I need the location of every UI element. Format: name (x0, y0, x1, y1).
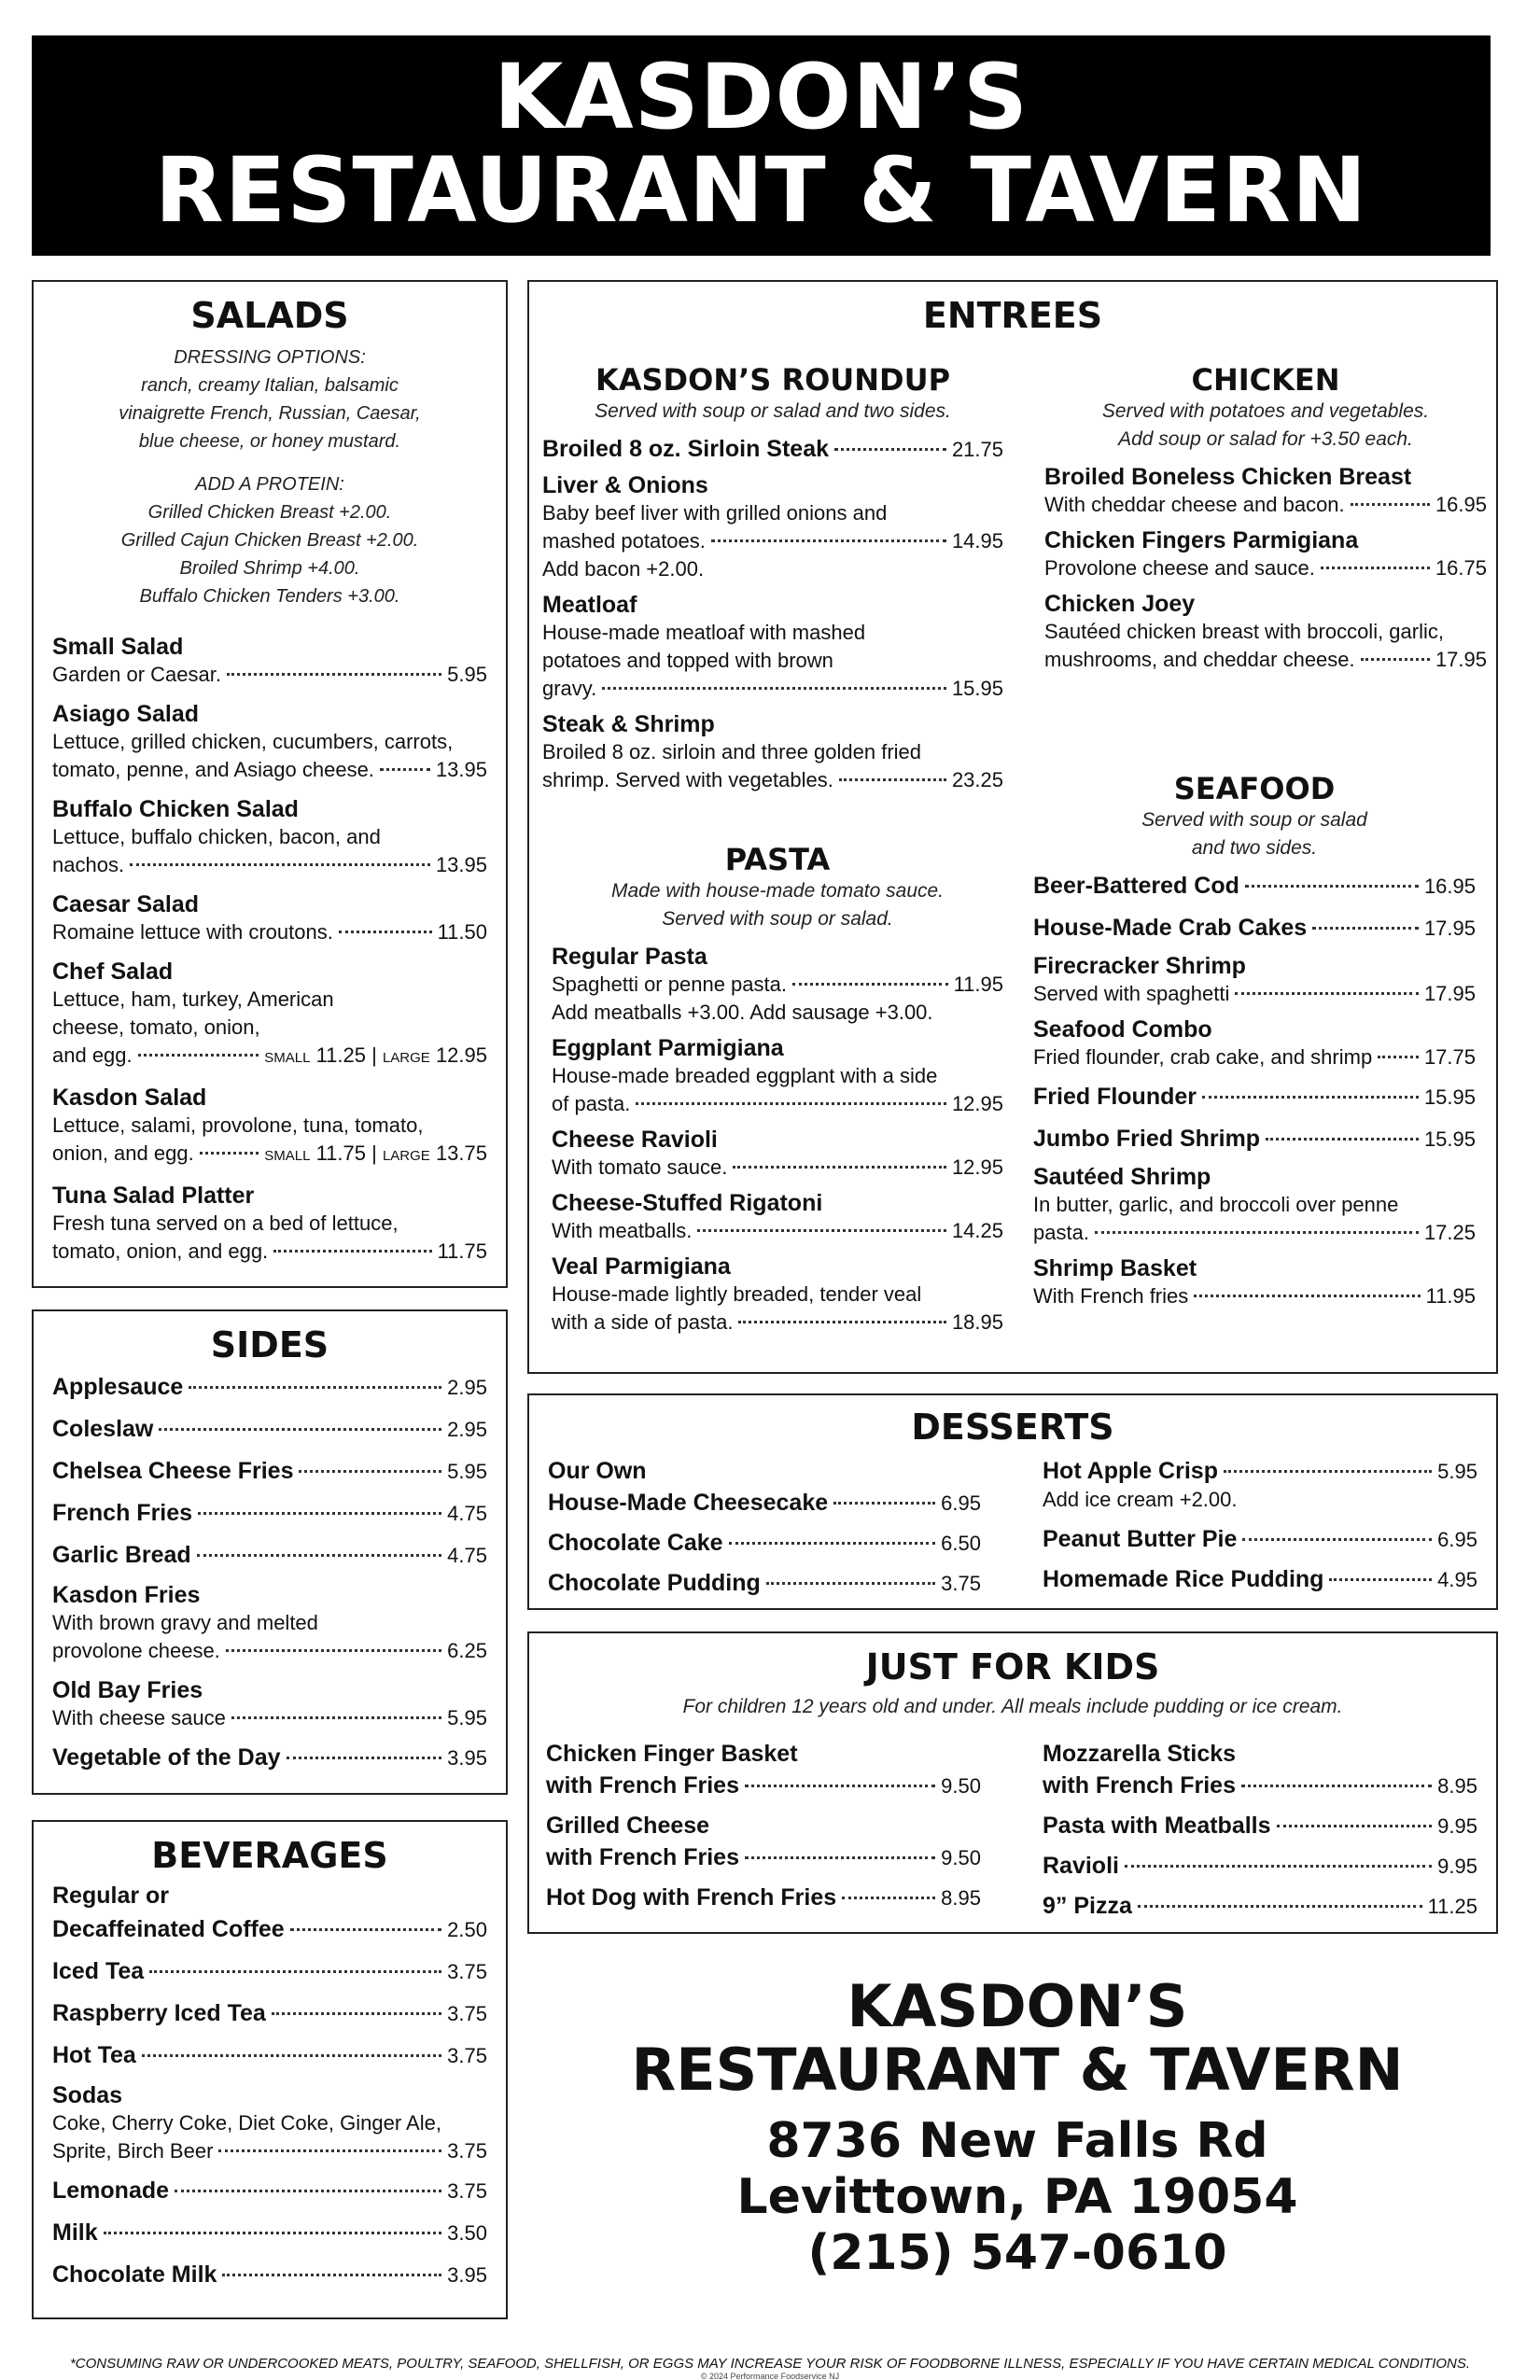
pasta-column (552, 842, 1003, 1337)
item-price: 4.75 (447, 1544, 487, 1567)
size-label: LARGE (382, 1148, 430, 1164)
item-price: 17.95 (1423, 917, 1476, 940)
copyright-notice: © 2024 Performance Foodservice NJ (700, 2372, 840, 2380)
item-name: Small Salad (52, 634, 184, 660)
item-price-small: 11.25 (315, 1043, 366, 1067)
menu-item (52, 795, 487, 879)
menu-item (1044, 463, 1487, 519)
dressing-label: DRESSING OPTIONS: (174, 347, 366, 368)
item-desc: Lettuce, ham, turkey, American (52, 987, 334, 1011)
item-desc: Coke, Cherry Coke, Diet Coke, Ginger Ale, (52, 2111, 441, 2135)
menu-item (1044, 526, 1487, 582)
menu-item (1033, 1163, 1476, 1247)
item-name: Steak & Shrimp (542, 711, 715, 737)
beverages-section (32, 1820, 508, 2319)
item-price: 14.95 (951, 529, 1003, 553)
item-price: 3.75 (447, 2179, 487, 2203)
item-price: 21.75 (951, 438, 1003, 461)
item-price: 2.95 (447, 1376, 487, 1399)
menu-item (542, 710, 1003, 794)
menu-item (52, 958, 487, 1072)
menu-item (52, 2081, 487, 2165)
item-desc: Fresh tuna served on a bed of lettuce, (52, 1211, 399, 1235)
menu-item (546, 1740, 981, 1800)
salads-section (32, 280, 508, 1288)
seafood-title: SEAFOOD (1173, 771, 1336, 806)
size-label: SMALL (264, 1148, 311, 1164)
banner-line-1: KASDON’S (493, 45, 1029, 149)
food-safety-disclaimer: *CONSUMING RAW OR UNDERCOOKED MEATS, POULTRY, SEAFOOD, SHELLFISH, OR EGGS MAY INCREASE YOUR RISK OF FOODBORNE ILLNESS, ESPECIALLY IF YOU HAVE CERTAIN MEDICAL CONDITIONS. (69, 2356, 1471, 2372)
item-name: Liver & Onions (542, 472, 708, 498)
menu-item (52, 2219, 487, 2247)
protein-line: Buffalo Chicken Tenders +3.00. (139, 586, 400, 607)
menu-item (1033, 952, 1476, 1008)
entrees-title: ENTREES (922, 295, 1103, 336)
menu-item (552, 1189, 1003, 1245)
menu-item (52, 2177, 487, 2205)
item-name: Vegetable of the Day (52, 1744, 281, 1771)
kids-right (1043, 1740, 1477, 1921)
menu-item (546, 1883, 981, 1912)
item-name: Chocolate Pudding (548, 1570, 761, 1596)
menu-item (1043, 1565, 1477, 1594)
item-name: Broiled 8 oz. Sirloin Steak (542, 436, 830, 462)
item-desc: With cheese sauce (52, 1706, 226, 1729)
item-desc: and egg. (52, 1043, 133, 1067)
item-price: 8.95 (1437, 1774, 1477, 1798)
item-name: Regular Pasta (552, 944, 707, 970)
pasta-note: Made with house-made tomato sauce. (610, 880, 945, 902)
menu-item (552, 1126, 1003, 1182)
item-name: Lemonade (52, 2177, 170, 2204)
size-separator: | (371, 1043, 377, 1067)
item-desc: Sautéed chicken breast with broccoli, garlic, (1044, 620, 1444, 643)
item-desc: of pasta. (552, 1092, 631, 1115)
menu-item (542, 591, 1003, 703)
size-label: SMALL (264, 1050, 311, 1066)
item-price: 3.95 (447, 1746, 487, 1770)
chicken-note: Add soup or salad for +3.50 each. (1118, 428, 1413, 450)
item-desc: Add ice cream +2.00. (1043, 1488, 1238, 1511)
item-name: Decaffeinated Coffee (52, 1916, 285, 1942)
item-name: Jumbo Fried Shrimp (1033, 1126, 1261, 1152)
item-desc: Sprite, Birch Beer (52, 2139, 214, 2163)
item-price: 3.75 (447, 1960, 487, 1983)
menu-item (52, 633, 487, 689)
menu-item (1043, 1852, 1477, 1881)
item-price-small: 11.75 (315, 1141, 366, 1165)
address-line: 8736 New Falls Rd (766, 2113, 1268, 2169)
item-desc: tomato, penne, and Asiago cheese. (52, 758, 374, 781)
item-name: House-Made Cheesecake (548, 1490, 829, 1516)
item-price: 3.75 (447, 2044, 487, 2067)
item-price: 6.50 (941, 1532, 981, 1555)
item-price-large: 12.95 (435, 1043, 487, 1067)
kids-left (546, 1740, 981, 1912)
item-name: Milk (52, 2219, 98, 2246)
footer-name-line: RESTAURANT & TAVERN (631, 2036, 1404, 2104)
item-name: Caesar Salad (52, 891, 200, 917)
item-name: Our Own (548, 1458, 647, 1484)
item-price: 8.95 (941, 1886, 981, 1910)
menu-item (548, 1569, 981, 1598)
item-price: 3.75 (447, 2139, 487, 2163)
menu-item (52, 1373, 487, 1402)
menu-item (1033, 1254, 1476, 1310)
item-price: 9.50 (941, 1774, 981, 1798)
menu-item (52, 700, 487, 784)
item-name: Pasta with Meatballs (1043, 1813, 1271, 1839)
item-desc: Romaine lettuce with croutons. (52, 920, 333, 944)
item-name: Applesauce (52, 1374, 184, 1400)
item-desc: onion, and egg. (52, 1141, 194, 1165)
menu-item (548, 1529, 981, 1558)
item-price: 11.95 (1425, 1284, 1476, 1308)
footer-name-line: KASDON’S (847, 1972, 1188, 2040)
item-name: Peanut Butter Pie (1043, 1526, 1238, 1552)
item-price: 13.95 (435, 758, 487, 781)
item-name: with French Fries (546, 1844, 739, 1870)
protein-line: Broiled Shrimp +4.00. (179, 558, 360, 579)
item-desc: House-made breaded eggplant with a side (552, 1064, 938, 1087)
item-name: Veal Parmigiana (552, 1253, 731, 1280)
item-name: Chocolate Milk (52, 2261, 217, 2288)
banner-line-2: RESTAURANT & TAVERN (154, 138, 1368, 243)
item-name: Ravioli (1043, 1853, 1119, 1879)
footer-contact (523, 2113, 1512, 2281)
item-price: 23.25 (951, 768, 1003, 791)
item-name: with French Fries (1043, 1772, 1236, 1799)
item-desc: House-made lightly breaded, tender veal (552, 1282, 922, 1306)
menu-item (52, 1676, 487, 1732)
footer-restaurant-name (523, 1972, 1512, 2104)
menu-item (552, 1034, 1003, 1118)
entrees-section (527, 280, 1498, 1374)
menu-item (542, 471, 1003, 583)
item-name: Beer-Battered Cod (1033, 873, 1239, 899)
item-name: French Fries (52, 1500, 193, 1526)
item-price: 9.95 (1437, 1855, 1477, 1878)
item-price: 15.95 (1423, 1085, 1476, 1109)
address-line: Levittown, PA 19054 (736, 2169, 1298, 2225)
item-name: Grilled Cheese (546, 1813, 710, 1839)
item-desc: With French fries (1033, 1284, 1189, 1308)
item-name: Chicken Fingers Parmigiana (1044, 527, 1359, 553)
menu-item (1043, 1457, 1477, 1514)
item-price: 3.75 (941, 1572, 981, 1595)
item-desc: Served with spaghetti (1033, 982, 1230, 1005)
item-name: Cheese Ravioli (552, 1127, 718, 1153)
item-name: Hot Apple Crisp (1043, 1458, 1218, 1484)
item-name: Kasdon Fries (52, 1582, 201, 1608)
kids-title: JUST FOR KIDS (865, 1646, 1160, 1687)
item-desc: nachos. (52, 853, 125, 876)
item-desc: pasta. (1033, 1221, 1089, 1244)
item-name: Chicken Joey (1044, 591, 1196, 617)
item-price: 16.75 (1435, 556, 1487, 580)
item-desc: Garden or Caesar. (52, 663, 221, 686)
item-price: 14.25 (951, 1219, 1003, 1242)
menu-item (548, 1457, 981, 1518)
item-price: 18.95 (951, 1310, 1003, 1334)
item-desc: With meatballs. (552, 1219, 693, 1242)
menu-item (52, 1743, 487, 1772)
dressing-line: vinaigrette French, Russian, Caesar, (119, 403, 421, 424)
item-name: Eggplant Parmigiana (552, 1035, 784, 1061)
item-price: 6.95 (941, 1491, 981, 1515)
pasta-note: Served with soup or salad. (662, 908, 893, 930)
desserts-left (548, 1457, 981, 1598)
protein-label: ADD A PROTEIN: (195, 474, 344, 495)
item-price: 4.75 (447, 1502, 487, 1525)
item-name: Cheese-Stuffed Rigatoni (552, 1190, 823, 1216)
menu-item (546, 1812, 981, 1872)
item-name: Iced Tea (52, 1958, 145, 1984)
item-name: with French Fries (546, 1772, 739, 1799)
dressing-line: blue cheese, or honey mustard. (138, 431, 401, 452)
item-desc: Fried flounder, crab cake, and shrimp (1033, 1045, 1373, 1069)
item-name: Old Bay Fries (52, 1677, 203, 1703)
protein-line: Grilled Cajun Chicken Breast +2.00. (120, 530, 419, 551)
item-price: 12.95 (951, 1092, 1003, 1115)
menu-item (52, 1541, 487, 1570)
beverages-title: BEVERAGES (151, 1835, 388, 1876)
item-price-large: 13.75 (435, 1141, 487, 1165)
menu-item (1033, 1125, 1476, 1154)
item-price: 6.25 (447, 1639, 487, 1662)
menu-item (52, 1957, 487, 1986)
item-price: 9.95 (1437, 1814, 1477, 1838)
item-name: Chocolate Cake (548, 1530, 723, 1556)
item-desc: Baby beef liver with grilled onions and (542, 501, 888, 525)
item-price: 12.95 (951, 1155, 1003, 1179)
item-desc: Provolone cheese and sauce. (1044, 556, 1315, 580)
item-name: Chelsea Cheese Fries (52, 1458, 294, 1484)
item-name: Sautéed Shrimp (1033, 1164, 1211, 1190)
chicken-column (1044, 362, 1487, 674)
menu-item (542, 435, 1003, 464)
size-label: LARGE (382, 1050, 430, 1066)
item-name: Mozzarella Sticks (1043, 1741, 1237, 1767)
item-name: Broiled Boneless Chicken Breast (1044, 464, 1412, 490)
seafood-note: and two sides. (1191, 837, 1318, 859)
item-desc: tomato, onion, and egg. (52, 1239, 269, 1263)
item-name: Shrimp Basket (1033, 1255, 1197, 1281)
item-price: 9.50 (941, 1846, 981, 1869)
roundup-note: Served with soup or salad and two sides. (595, 400, 951, 422)
menu-item (1043, 1740, 1477, 1800)
item-price: 16.95 (1423, 875, 1476, 898)
menu-item (52, 1882, 487, 1944)
item-price: 11.75 (437, 1239, 487, 1263)
item-desc: Lettuce, buffalo chicken, bacon, and (52, 825, 381, 848)
sides-section (32, 1309, 508, 1795)
dressing-line: ranch, creamy Italian, balsamic (141, 375, 399, 396)
menu-item (52, 2261, 487, 2289)
item-desc: cheese, tomato, onion, (52, 1015, 260, 1039)
menu-item (52, 1999, 487, 2028)
item-desc: Add bacon +2.00. (542, 557, 705, 581)
menu-item (52, 1182, 487, 1266)
item-price: 3.75 (447, 2002, 487, 2025)
item-desc: potatoes and topped with brown (542, 649, 833, 672)
item-desc: With tomato sauce. (552, 1155, 728, 1179)
item-desc: Lettuce, salami, provolone, tuna, tomato, (52, 1113, 424, 1137)
item-name: Buffalo Chicken Salad (52, 796, 299, 822)
menu-item (52, 1499, 487, 1528)
item-name: Firecracker Shrimp (1033, 953, 1246, 979)
item-name: Hot Dog with French Fries (546, 1884, 837, 1911)
menu-item (52, 1415, 487, 1444)
item-price: 13.95 (435, 853, 487, 876)
kids-section (527, 1631, 1498, 1934)
menu-item (1043, 1525, 1477, 1554)
salads-title: SALADS (190, 295, 349, 336)
sides-title: SIDES (210, 1324, 329, 1365)
item-name: Kasdon Salad (52, 1085, 207, 1111)
item-price: 17.95 (1423, 982, 1476, 1005)
item-price: 4.95 (1437, 1568, 1477, 1591)
item-price: 5.95 (447, 1706, 487, 1729)
item-desc: With brown gravy and melted (52, 1611, 318, 1634)
item-name: 9” Pizza (1043, 1893, 1132, 1919)
menu-item (52, 2041, 487, 2070)
size-separator: | (371, 1141, 377, 1165)
item-desc: with a side of pasta. (552, 1310, 734, 1334)
seafood-column (1033, 771, 1476, 1310)
desserts-section (527, 1393, 1498, 1610)
menu-item (1043, 1812, 1477, 1841)
item-price: 2.50 (447, 1918, 487, 1941)
item-price: 11.25 (1427, 1895, 1477, 1918)
item-price: 17.25 (1423, 1221, 1476, 1244)
item-name: Meatloaf (542, 592, 637, 618)
menu-item (1043, 1892, 1477, 1921)
item-price: 17.75 (1423, 1045, 1476, 1069)
seafood-note: Served with soup or salad (1141, 809, 1367, 831)
restaurant-banner (32, 35, 1491, 256)
item-name: Regular or (52, 1883, 170, 1909)
item-price: 16.95 (1435, 493, 1487, 516)
menu-item (552, 943, 1003, 1027)
item-name: Homemade Rice Pudding (1043, 1566, 1324, 1592)
item-desc: House-made meatloaf with mashed (542, 621, 866, 644)
item-name: Asiago Salad (52, 701, 199, 727)
menu-item (1033, 914, 1476, 943)
menu-item (1033, 1083, 1476, 1112)
item-desc: gravy. (542, 677, 597, 700)
menu-item (52, 1581, 487, 1665)
item-price: 15.95 (951, 677, 1003, 700)
chicken-note: Served with potatoes and vegetables. (1101, 400, 1430, 422)
menu-item (1033, 872, 1476, 901)
menu-item (1044, 590, 1487, 674)
item-name: Tuna Salad Platter (52, 1183, 255, 1209)
desserts-title: DESSERTS (911, 1407, 1114, 1448)
item-desc: Broiled 8 oz. sirloin and three golden fried (542, 740, 922, 763)
item-desc: mashed potatoes. (542, 529, 706, 553)
item-name: Raspberry Iced Tea (52, 2000, 266, 2026)
item-price: 3.95 (447, 2263, 487, 2287)
item-name: Sodas (52, 2082, 123, 2108)
item-desc: Add meatballs +3.00. Add sausage +3.00. (552, 1001, 933, 1024)
item-desc: Spaghetti or penne pasta. (552, 973, 787, 996)
kids-note: For children 12 years old and under. All meals include pudding or ice cream. (682, 1696, 1343, 1717)
menu-item (52, 1084, 487, 1170)
item-price: 15.95 (1423, 1127, 1476, 1151)
item-desc: Lettuce, grilled chicken, cucumbers, carrots, (52, 730, 454, 753)
item-desc: mushrooms, and cheddar cheese. (1044, 648, 1355, 671)
item-name: Hot Tea (52, 2042, 136, 2068)
item-desc: In butter, garlic, and broccoli over penne (1033, 1193, 1399, 1216)
roundup-title: KASDON’S ROUNDUP (595, 362, 951, 398)
item-price: 11.95 (953, 973, 1003, 996)
item-desc: shrimp. Served with vegetables. (542, 768, 833, 791)
item-name: Chicken Finger Basket (546, 1741, 798, 1767)
menu-item (52, 1457, 487, 1486)
menu-item (1033, 1015, 1476, 1071)
item-name: Fried Flounder (1033, 1084, 1197, 1110)
menu-item (552, 1253, 1003, 1337)
item-price: 17.95 (1435, 648, 1487, 671)
item-price: 5.95 (1437, 1460, 1477, 1483)
protein-line: Grilled Chicken Breast +2.00. (147, 502, 392, 523)
item-name: Seafood Combo (1033, 1016, 1212, 1043)
item-name: Coleslaw (52, 1416, 154, 1442)
pasta-title: PASTA (724, 842, 831, 877)
item-desc: provolone cheese. (52, 1639, 220, 1662)
item-desc: With cheddar cheese and bacon. (1044, 493, 1345, 516)
item-price: 5.95 (447, 1460, 487, 1483)
item-price: 3.50 (447, 2221, 487, 2245)
desserts-right (1043, 1457, 1477, 1594)
item-price: 6.95 (1437, 1528, 1477, 1551)
item-price: 2.95 (447, 1418, 487, 1441)
roundup-column (542, 362, 1003, 794)
menu-item (52, 890, 487, 946)
item-name: House-Made Crab Cakes (1033, 915, 1308, 941)
item-name: Garlic Bread (52, 1542, 191, 1568)
item-price: 11.50 (437, 920, 487, 944)
chicken-title: CHICKEN (1191, 362, 1340, 398)
item-price: 5.95 (447, 663, 487, 686)
item-name: Chef Salad (52, 959, 174, 985)
phone-number: (215) 547-0610 (807, 2225, 1227, 2281)
